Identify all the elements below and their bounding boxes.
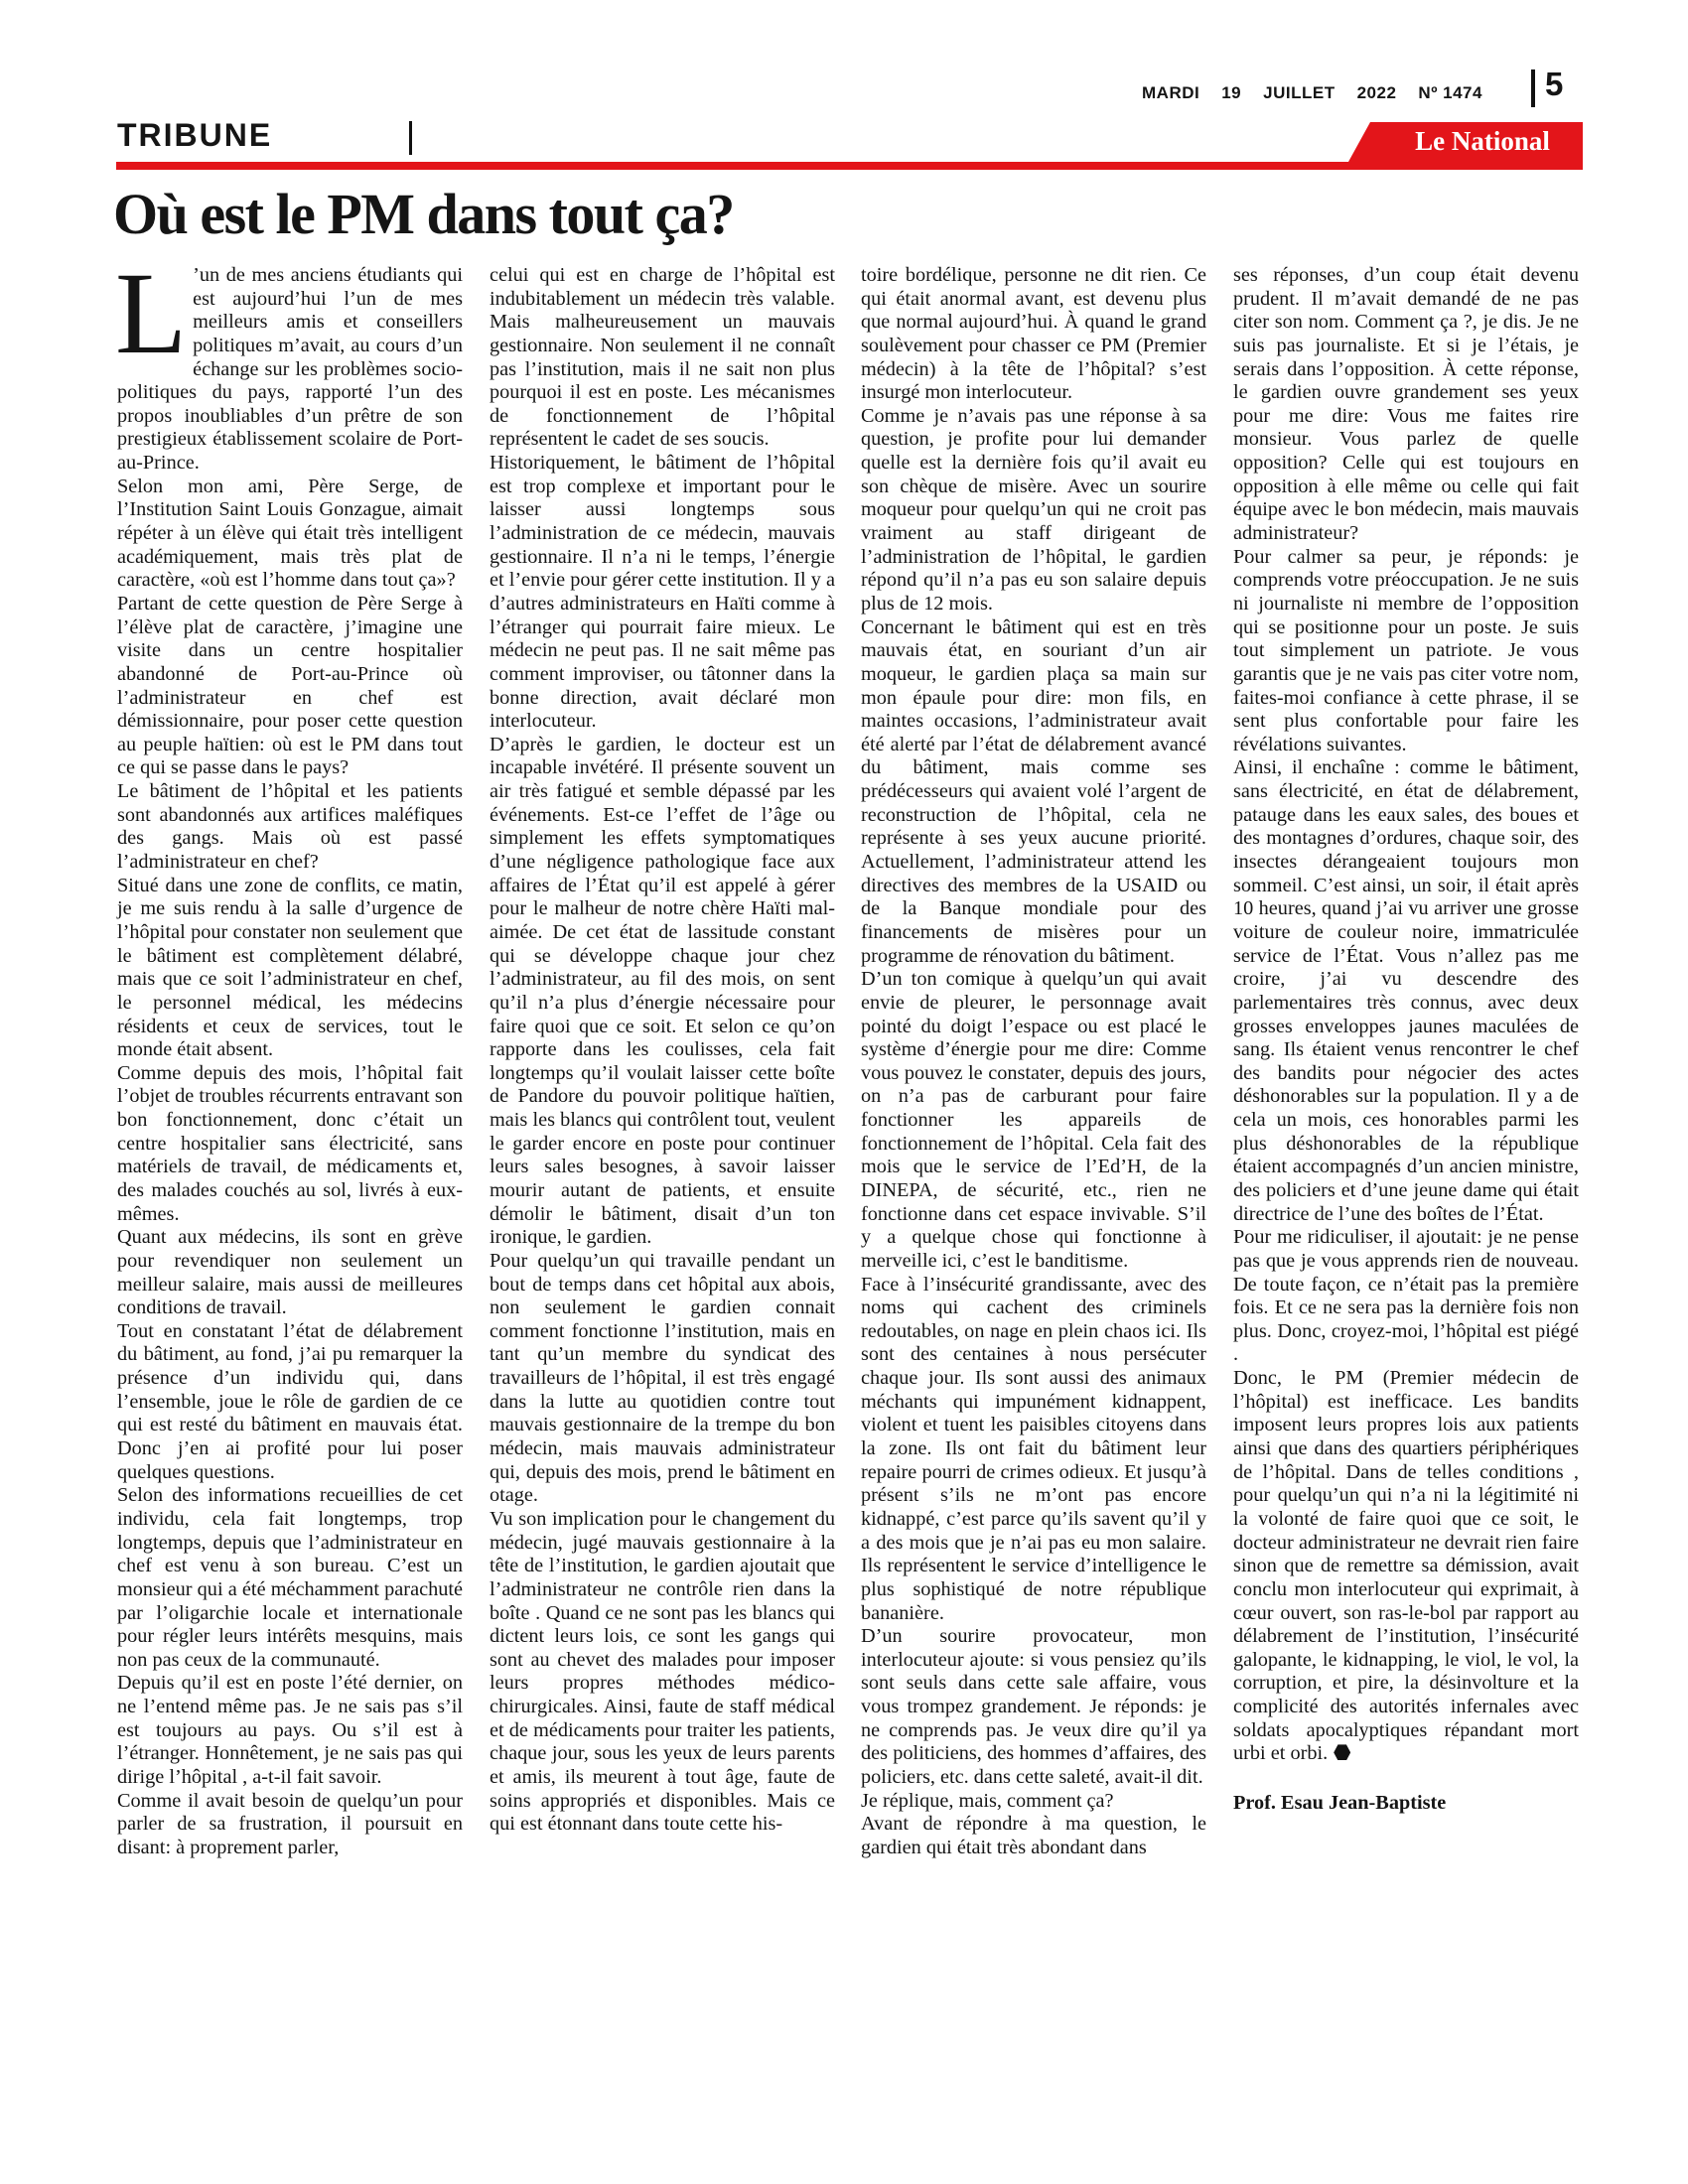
- paragraph-text: Depuis qu’il est en poste l’été dernier, on ne l’entend même pas. Je ne sais pas s’il est toujours au pays. Ou s’il est à l’étranger. Honnêtement, je ne sais pas qui dirige l’hôpital , a-t-il fait savoir.: [117, 1672, 463, 1788]
- article-paragraph: [117, 1790, 463, 1860]
- article-paragraph: [117, 1062, 463, 1226]
- paragraph-text: Pour me ridiculiser, il ajoutait: je ne pense pas que je vous apprends rien de nouveau. De toute façon, ce n’était pas la première fois. Et ce ne sera pas la dernière fois non plus. Donc, croyez-moi, l’hôpital est piégé .: [1233, 1226, 1579, 1366]
- paragraph-text: Avant de répondre à ma question, le gardien qui était très abondant dans: [861, 1813, 1206, 1858]
- article-paragraph: [117, 780, 463, 875]
- paragraph-text: Ainsi, il enchaîne : comme le bâtiment, sans électricité, en état de délabrement, patauge dans les eaux sales, des boues et des montagnes d’ordures, chaque soir, des insectes dérangeaient toujours mon sommeil. C’est ainsi, un soir, il était après 10 heures, quand j’ai vu arriver une grosse voiture de couleur noire, immatriculée service de l’État. Vous n’allez pas me croire, j’ai vu descendre des parlementaires très connus, avec deux grosses enveloppes jaunes maculées de sang. Ils étaient venus rencontrer le chef des bandits pour négocier des actes déshonorables sur la population. Il y a de cela un mois, ces honorables parmi les plus déshonorables de la république étaient accompagnés d’un ancien ministre, des policiers et d’une jeune dame qui était directrice de l’une des boîtes de l’État.: [1233, 756, 1579, 1225]
- paragraph-text: Quant aux médecins, ils sont en grève pour revendiquer non seulement un meilleur salaire, mais aussi de meilleures conditions de travail.: [117, 1226, 463, 1319]
- dateline-day: MARDI: [1142, 83, 1200, 102]
- paragraph-text: D’un sourire provocateur, mon interlocuteur ajoute: si vous pensiez qu’ils sont seuls dans cette sale affaire, vous vous trompez grandement. Je réponds: je ne comprends pas. Je veux dire qu’il ya des politiciens, des hommes d’affaires, des policiers, etc. dans cette saleté, avait-il dit.: [861, 1625, 1206, 1788]
- article-paragraph: [1233, 546, 1579, 757]
- section-divider: [409, 121, 412, 155]
- article-paragraph: [117, 1484, 463, 1672]
- article-paragraph: [861, 405, 1206, 616]
- article-paragraph: [861, 1274, 1206, 1626]
- article-paragraph: [490, 264, 835, 452]
- paragraph-text: Pour quelqu’un qui travaille pendant un bout de temps dans cet hôpital aux abois, non seulement le gardien connait comment fonctionne l’institution, mais en tant qu’un membre du syndicat des travailleurs de l’hôpital, il est très engagé dans la lutte au quotidien contre tout mauvais gestionnaire de la trempe du bon médecin, mais mauvais administrateur qui, depuis des mois, prend le bâtiment en otage.: [490, 1249, 835, 1507]
- author-byline: Prof. Esau Jean-Baptiste: [1233, 1792, 1447, 1814]
- dateline-month: JUILLET: [1263, 83, 1336, 102]
- paragraph-text: ’un de mes anciens étudiants qui est aujourd’hui l’un de mes meilleurs amis et conseillers politiques m’avait, au cours d’un échange sur les problèmes socio-politiques du pays, rapporté l’un des propos inoubliables d’un prêtre de son prestigieux établissement scolaire de Port-au-Prince.: [117, 264, 463, 475]
- article-column-2: [490, 264, 835, 1837]
- paragraph-text: toire bordélique, personne ne dit rien. Ce qui était anormal avant, est devenu plus que normal aujourd’hui. À quand le grand soulèvement pour chasser ce PM (Premier médecin) à la tête de l’hôpital? s’est insurgé mon interlocuteur.: [861, 264, 1206, 404]
- paragraph-text: Selon des informations recueillies de cet individu, cela fait longtemps, trop longtemps, depuis que l’administrateur en chef est venu à son bureau. C’est un monsieur qui a été méchamment parachuté par l’oligarchie locale et internationale pour régler leurs intérêts mesquins, mais non pas ceux de la communauté.: [117, 1484, 463, 1671]
- article-paragraph: [861, 968, 1206, 1273]
- paragraph-text: Selon mon ami, Père Serge, de l’Institution Saint Louis Gonzague, aimait répéter à un élève qui était très intelligent académiquement, mais très plat de caractère, «où est l’homme dans tout ça»?: [117, 475, 463, 592]
- paragraph-text: Partant de cette question de Père Serge à l’élève plat de caractère, j’imagine une visite dans un centre hospitalier abandonné de Port-au-Prince où l’administrateur en chef est démissionnaire, pour poser cette question au peuple haïtien: où est le PM dans tout ce qui se passe dans le pays?: [117, 592, 463, 779]
- end-of-article-icon: [1334, 1744, 1350, 1760]
- article-paragraph: [117, 1226, 463, 1320]
- article-column-4: [1233, 264, 1579, 1816]
- paragraph-text: Je réplique, mais, comment ça?: [861, 1789, 1114, 1812]
- paragraph-text: Comme je n’avais pas une réponse à sa question, je profite pour lui demander quelle est la dernière fois qu’il avait eu son chèque de misère. Avec un sourire moqueur pour quelqu’un qui ne croit pas vraiment au staff dirigeant de l’administration de l’hôpital, le gardien répond qu’il n’a pas eu son salaire depuis plus de 12 mois.: [861, 404, 1206, 614]
- article-column-1: [115, 248, 463, 1860]
- article-paragraph: [117, 593, 463, 780]
- article-paragraph: [490, 1250, 835, 1508]
- drop-cap: L: [115, 248, 188, 378]
- paragraph-text: ses réponses, d’un coup était devenu prudent. Il m’avait demandé de ne pas citer son nom. Comment ça ?, je dis. Je ne suis pas journaliste. Et si je l’étais, je serais dans l’opposition. À cette réponse, le gardien ouvre grandement ses yeux pour me dire: Vous me faites rire monsieur. Vous parlez de quelle opposition? Celle qui est toujours en opposition à elle même ou celle qui fait équipe avec le bon médecin, mais mauvais administrateur?: [1233, 264, 1579, 545]
- paragraph-text: Face à l’insécurité grandissante, avec des noms qui cachent des criminels redoutables, on nage en plein chaos ici. Ils sont des centaines à nous persécuter chaque jour. Ils sont aussi des animaux méchants qui impunément kidnappent, violent et tuent les paisibles citoyens dans la zone. Ils ont fait du bâtiment leur repaire pourri de crimes odieux. Et jusqu’à présent s’ils ne m’ont pas encore kidnappé, c’est parce qu’ils savent qu’il y a des mois que je n’ai pas eu mon salaire. Ils représentent le service d’intelligence le plus sophistiqué de notre république bananière.: [861, 1273, 1206, 1624]
- masthead-name: Le National: [1415, 126, 1550, 156]
- article-paragraph: [117, 1320, 463, 1484]
- page-number: 5: [1545, 66, 1564, 102]
- article-paragraph: [490, 734, 835, 1250]
- paragraph-text: Vu son implication pour le changement du médecin, jugé mauvais gestionnaire à la tête de l’institution, le gardien ajoutait que l’administrateur ne contrôle rien dans la boîte . Quand ce ne sont pas les blancs qui dictent leurs lois, ce sont les gangs qui sont au chevet des malades pour imposer leurs propres méthodes médico-chirurgicales. Ainsi, faute de staff médical et de médicaments pour traiter les patients, chaque jour, sous les yeux de leurs parents et amis, ils meurent à tout âge, faute de soins appropriés et disponibles. Mais ce qui est étonnant dans toute cette his-: [490, 1507, 835, 1836]
- paragraph-text: D’après le gardien, le docteur est un incapable invétéré. Il présente souvent un air très fatigué et semble dépassé par les événements. Est-ce l’effet de l’âge ou simplement les effets symptomatiques d’une négligence pathologique face aux affaires de l’État qu’il est appelé à gérer pour le malheur de notre chère Haïti mal-aimée. De cet état de lassitude constant qui se développe chaque jour chez l’administrateur, au fil des mois, on sent qu’il n’a plus d’énergie nécessaire pour faire quoi que ce soit. Et selon ce qu’on rapporte dans les coulisses, cela fait longtemps qu’il voulait laisser cette boîte de Pandore du pouvoir politique haïtien, mais les blancs qui contrôlent tout, veulent le garder encore en poste pour continuer leurs sales besognes, à savoir laisser mourir autant de patients, et ensuite démolir le bâtiment, disait d’un ton ironique, le gardien.: [490, 733, 835, 1249]
- article-paragraph: [861, 1625, 1206, 1789]
- article-paragraph: [1233, 1226, 1579, 1367]
- paragraph-text: Concernant le bâtiment qui est en très mauvais état, en souriant d’un air moqueur, le gardien plaça sa main sur mon épaule pour dire: mon fils, en maintes occasions, l’administrateur avait été alerté par l’état de délabrement avancé du bâtiment, mais comme ses prédécesseurs qui avaient volé l’argent de reconstruction de l’hôpital, cela ne représente à ses yeux aucune priorité. Actuellement, l’administrateur attend les directives des membres de la USAID ou de la Banque mondiale pour des financements de misères pour un programme de rénovation du bâtiment.: [861, 615, 1206, 967]
- paragraph-text: Tout en constatant l’état de délabrement du bâtiment, au fond, j’ai pu remarquer la présence d’un individu qui, dans l’ensemble, joue le rôle de gardien de ce qui est resté du bâtiment en mauvais état. Donc j’en ai profité pour lui poser quelques questions.: [117, 1319, 463, 1483]
- article-paragraph: [490, 452, 835, 734]
- issue-number: Nº 1474: [1418, 83, 1482, 102]
- paragraph-text: D’un ton comique à quelqu’un qui avait envie de pleurer, le personnage avait pointé du doigt l’espace ou est placé le système d’énergie pour me dire: Comme vous pouvez le constater, depuis des jours, on n’a pas de carburant pour faire fonctionner les appareils de fonctionnement de l’hôpital. Cela fait des mois que le service de l’Ed’H, de la DINEPA, de sécurité, etc., rien ne fonctionne dans cet espace invivable. S’il y a quelque chose qui fonctionne à merveille ici, c’est le banditisme.: [861, 968, 1206, 1272]
- article-paragraph: [861, 1813, 1206, 1859]
- dateline-year: 2022: [1356, 83, 1397, 102]
- article-paragraph: [117, 1672, 463, 1789]
- article-paragraph: [117, 875, 463, 1062]
- article-column-3: [861, 264, 1206, 1860]
- paragraph-text: Comme depuis des mois, l’hôpital fait l’objet de troubles récurrents entravant son bon fonctionnement, donc c’était un centre hospitalier sans électricité, sans matériels de travail, de médicaments et, des malades couchés au sol, livrés à eux-mêmes.: [117, 1061, 463, 1225]
- paragraph-text: Historiquement, le bâtiment de l’hôpital est trop complexe et important pour le laisser aussi longtemps sous l’administration de ce médecin, mauvais gestionnaire. Il n’a ni le temps, l’énergie et l’envie pour gérer cette institution. Il y a d’autres administrateurs en Haïti comme à l’étranger qui pourrait faire mieux. Le médecin ne peut pas. Il ne sait même pas comment improviser, ou tâtonner dans la bonne direction, avait déclaré mon interlocuteur.: [490, 452, 835, 733]
- article-paragraph: [1233, 1367, 1579, 1766]
- article-title: Où est le PM dans tout ça?: [113, 182, 734, 246]
- page-number-divider: [1531, 69, 1535, 107]
- paragraph-text: Situé dans une zone de conflits, ce matin, je me suis rendu à la salle d’urgence de l’hôpital pour constater non seulement que le bâtiment est complètement délabré, mais que ce soit l’administrateur en chef, le personnel médical, les médecins résidents et ceux de services, tout le monde était absent.: [117, 874, 463, 1061]
- dateline-date: 19: [1221, 83, 1242, 102]
- article-paragraph: [861, 616, 1206, 969]
- section-label: TRIBUNE: [117, 117, 273, 153]
- article-paragraph: [490, 1508, 835, 1837]
- article-paragraph: [115, 248, 463, 476]
- paragraph-text: Le bâtiment de l’hôpital et les patients sont abandonnés aux artifices maléfiques des gangs. Mais où est passé l’administrateur en chef?: [117, 780, 463, 874]
- article-paragraph: [861, 264, 1206, 405]
- paragraph-text: Comme il avait besoin de quelqu’un pour parler de sa frustration, il poursuit en disant: à proprement parler,: [117, 1789, 463, 1858]
- article-paragraph: [117, 476, 463, 593]
- article-paragraph: [861, 1790, 1206, 1814]
- paragraph-text: Donc, le PM (Premier médecin de l’hôpital) est inefficace. Les bandits imposent leurs propres lois aux patients ainsi que dans des quartiers périphériques de l’hôpital. Dans de telles conditions , pour quelqu’un qui n’a ni la légitimité ni la volonté de faire quoi que ce soit, le docteur administrateur ne devrait rien faire sinon que de remettre sa démission, avait conclu mon interlocuteur qui exprimait, à cœur ouvert, son ras-le-bol par rapport au délabrement de l’institution, l’insécurité galopante, le kidnapping, le viol, le vol, la corruption, et pire, la désinvolture et la complicité des autorités infernales avec soldats apocalyptiques répandant mort urbi et orbi.: [1233, 1367, 1579, 1765]
- paragraph-text: Pour calmer sa peur, je réponds: je comprends votre préoccupation. Je ne suis ni journaliste ni membre de l’opposition qui se positionne pour un poste. Je suis tout simplement un patriote. Je vous garantis que je ne vais pas citer votre nom, faites-moi confiance à cette phrase, il se sent plus confortable pour faire les révélations suivantes.: [1233, 545, 1579, 755]
- dateline: [1142, 83, 1482, 103]
- article-paragraph: [1233, 264, 1579, 546]
- article-paragraph: [1233, 756, 1579, 1226]
- paragraph-text: celui qui est en charge de l’hôpital est indubitablement un médecin très valable. Mais malheureusement un mauvais gestionnaire. Non seulement il ne connaît pas l’institution, mais il ne sait non plus pourquoi il est en poste. Les mécanismes de fonctionnement de l’hôpital représentent le cadet de ses soucis.: [490, 264, 835, 451]
- header-rule: [116, 162, 1583, 170]
